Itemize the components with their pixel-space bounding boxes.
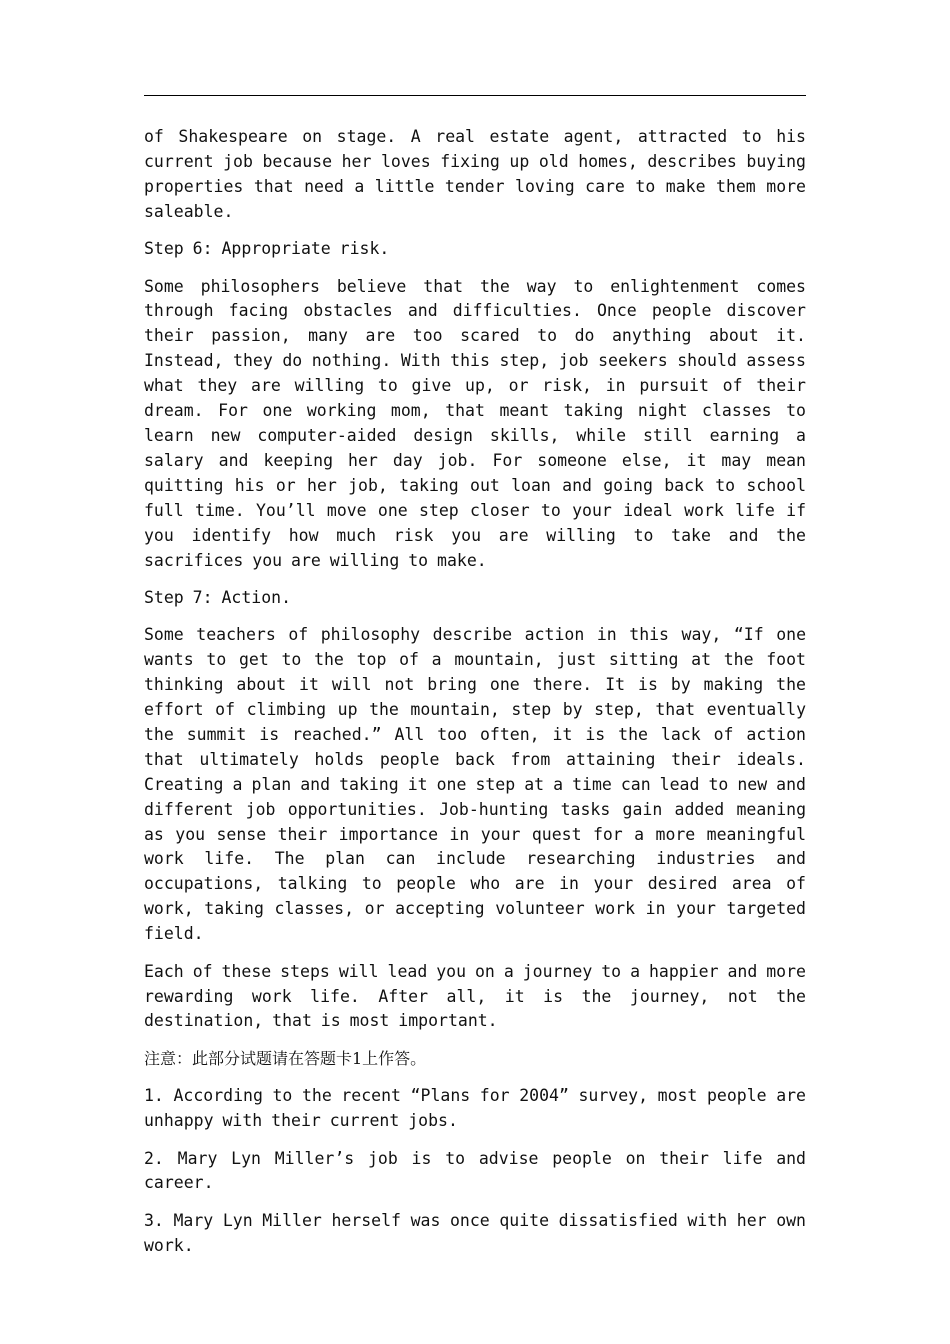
paragraph-shakespeare: of Shakespeare on stage. A real estate agent, attracted to his current job because her loves fixing up old homes, describes buying properties that need a little tender loving care to make them more saleable.	[144, 127, 806, 221]
step-6-heading: Step 6: Appropriate risk.	[144, 239, 390, 259]
header-rule	[144, 95, 806, 96]
paragraph-conclusion: Each of these steps will lead you on a journey to a happier and more rewarding work life. After all, it is the journey, not the destination, that is most important.	[144, 961, 806, 1031]
step-7-heading: Step 7: Action.	[144, 587, 292, 607]
paragraph-action: Some teachers of philosophy describe action in this way, “If one wants to get to the top of a mountain, just sitting at the foot thinking about it will not bring one there. It is by making the effort of climbing up the mountain, step by step, that eventually the summit is reached.” All too often, it is the lack of action that ultimately holds people back from attaining their ideals. Creating a plan and taking it one step at a time can lead to new and different job opportunities. Job-hunting tasks gain added meaning as you sense their importance in your quest for a more meaningful work life. The plan can include researching industries and occupations, talking to people who are in your desired area of work, taking classes, or accepting volunteer work in your targeted field.	[144, 625, 806, 944]
document-body	[144, 125, 806, 1271]
question-3: 3. Mary Lyn Miller herself was once quite dissatisfied with her own work.	[144, 1210, 806, 1255]
paragraph-appropriate-risk: Some philosophers believe that the way to enlightenment comes through facing obstacles and difficulties. Once people discover their passion, many are too scared to do anything about it. Instead, they do nothing. With this step, job seekers should assess what they are willing to give up, or risk, in pursuit of their dream. For one working mom, that meant taking night classes to learn new computer-aided design skills, while still earning a salary and keeping her day job. For someone else, it may mean quitting his or her job, taking out loan and going back to school full time. You’ll move one step closer to your ideal work life if you identify how much risk you are willing to take and the sacrifices you are willing to make.	[144, 276, 806, 570]
answer-sheet-note: 注意：此部分试题请在答题卡1上作答。	[144, 1048, 427, 1068]
question-2: 2. Mary Lyn Miller’s job is to advise people on their life and career.	[144, 1148, 806, 1193]
question-1: 1. According to the recent “Plans for 2004” survey, most people are unhappy with their current jobs.	[144, 1086, 806, 1131]
